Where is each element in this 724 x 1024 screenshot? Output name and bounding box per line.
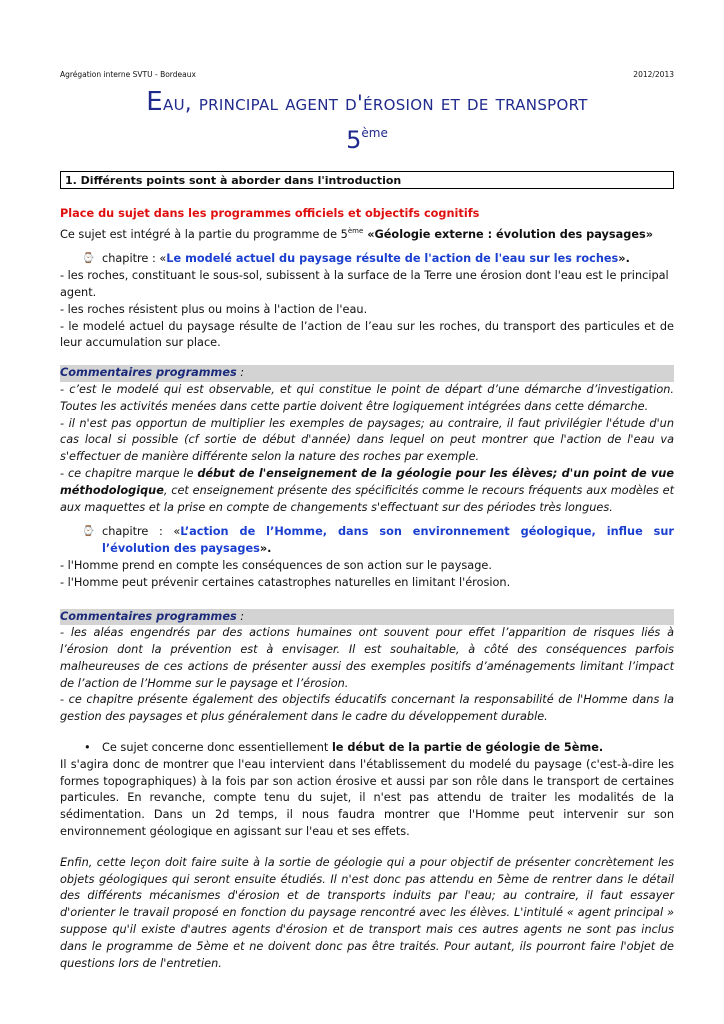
document-body <box>60 206 674 972</box>
chapter-2-item: ⌚ chapitre : «L’action de l’Homme, dans son environnement géologique, influe sur l’évolution des paysages». <box>82 525 674 556</box>
comment-1-p3: - ce chapitre marque le début de l'enseignement de la géologie pour les élèves; d'un point de vue méthodologique, cet enseignement présente des spécificités comme le recours fréquents aux modèles et aux maquettes et la prise en compte de changements s'effectuant sur des périodes très longues. <box>60 466 674 514</box>
concern-body: Il s'agira donc de montrer que l'eau intervient dans l'établissement du modelé du paysage (c'est-à-dire les formes topographiques) à la fois par son action érosive et aussi par son rôle dans le transport de certaines particules. En revanche, compte tenu du sujet, il n'est pas attendu de traiter les modalités de la sédimentation. Dans un 2d temps, il nous faudra montrer que l'Homme peut intervenir sur son environnement géologique en agissant sur l'eau et ses effets. <box>60 757 674 839</box>
place-heading: Place du sujet dans les programmes officiels et objectifs cognitifs <box>60 207 480 220</box>
document-subtitle <box>60 118 674 155</box>
chapter-2-point-2: - l'Homme peut prévenir certaines catastrophes naturelles en limitant l'érosion. <box>60 575 511 589</box>
final-paragraph: Enfin, cette leçon doit faire suite à la sortie de géologie qui a pour objectif de présenter concrètement les objets géologiques qui seront ensuite étudiés. Il n'est donc pas attendu en 5ème de rentrer dans le détail des différents mécanismes d'érosion et de transports induits par l'eau; au contraire, il faut essayer d'orienter le travail proposé en fonction du paysage rencontré avec les élèves. L'intitulé « agent principal » suppose qu'il existe d'autres agents d'érosion et de transport mais ces autres agents ne sont pas inclus dans le programme de 5ème et ne doivent donc pas être traités. Pour autant, ils pourront faire l'objet de questions lors de l'entretien. <box>60 855 674 970</box>
comment-1-label: Commentaires programmes : <box>60 365 674 382</box>
comment-1-p2: - il n'est pas opportun de multiplier les exemples de paysages; au contraire, il faut privilégier l'étude d'un cas local si possible (cf sortie de début d'année) dans lequel on peut montrer que l'action de l'eau va s'effectuer de manière différente selon la nature des roches par exemple. <box>60 416 674 464</box>
comment-2-p1: - les aléas engendrés par des actions humaines ont souvent pour effet l’apparition de risques liés à l’érosion dont la prévention est à envisager. Il est souhaitable, à côté des conséquences parfois malheureuses de ces actions de présenter aussi des exemples positifs d’aménagements limitant l’impact de l’action de l’Homme sur le paysage et l’érosion. <box>60 626 674 690</box>
page-header <box>60 70 674 79</box>
title-initial: E <box>146 87 164 117</box>
header-right: 2012/2013 <box>633 70 674 79</box>
document-title <box>60 87 674 117</box>
chapter-1-item: ⌚ chapitre : «Le modelé actuel du paysage résulte de l'action de l'eau sur les roches». <box>60 251 674 268</box>
subtitle-base: 5 <box>346 126 362 154</box>
comment-2-label: Commentaires programmes : <box>60 609 674 626</box>
chapter-1-point-3: - le modelé actuel du paysage résulte de l’action de l’eau sur les roches, du transport des particules et de leur accumulation sur place. <box>60 319 674 350</box>
subtitle-sup: ème <box>361 126 388 140</box>
concern-item: • Ce sujet concerne donc essentiellement le début de la partie de géologie de 5ème. <box>60 740 674 757</box>
title-rest: au, principal agent d'érosion et de transport <box>163 91 588 115</box>
chapter-1-point-1: - les roches, constituant le sous-sol, subissent à la surface de la Terre une érosion dont l'eau est le principal agent. <box>60 269 669 299</box>
chapter-1-point-2: - les roches résistent plus ou moins à l'action de l'eau. <box>60 302 368 316</box>
section-1-heading: 1. Différents points sont à aborder dans l'introduction <box>60 171 674 189</box>
bullet-dot-icon: • <box>84 741 91 755</box>
place-intro: Ce sujet est intégré à la partie du programme de 5ème «Géologie externe : évolution des paysages» <box>60 226 654 241</box>
comment-1-p1: - c’est le modelé qui est observable, et qui constitue le point de départ d’une démarche d’investigation. Toutes les activités menées dans cette partie doivent être logiquement intégrées dans cette démarche. <box>60 382 674 413</box>
header-left: Agrégation interne SVTU - Bordeaux <box>60 70 196 79</box>
clock-bullet-icon: ⌚ <box>82 253 95 265</box>
clock-bullet-icon: ⌚ <box>82 526 95 538</box>
comment-2-p2: - ce chapitre présente également des objectifs éducatifs concernant la responsabilité de l'Homme dans la gestion des paysages et plus généralement dans le cadre du développement durable. <box>60 693 674 724</box>
chapter-2-point-1: - l'Homme prend en compte les conséquences de son action sur le paysage. <box>60 558 492 572</box>
